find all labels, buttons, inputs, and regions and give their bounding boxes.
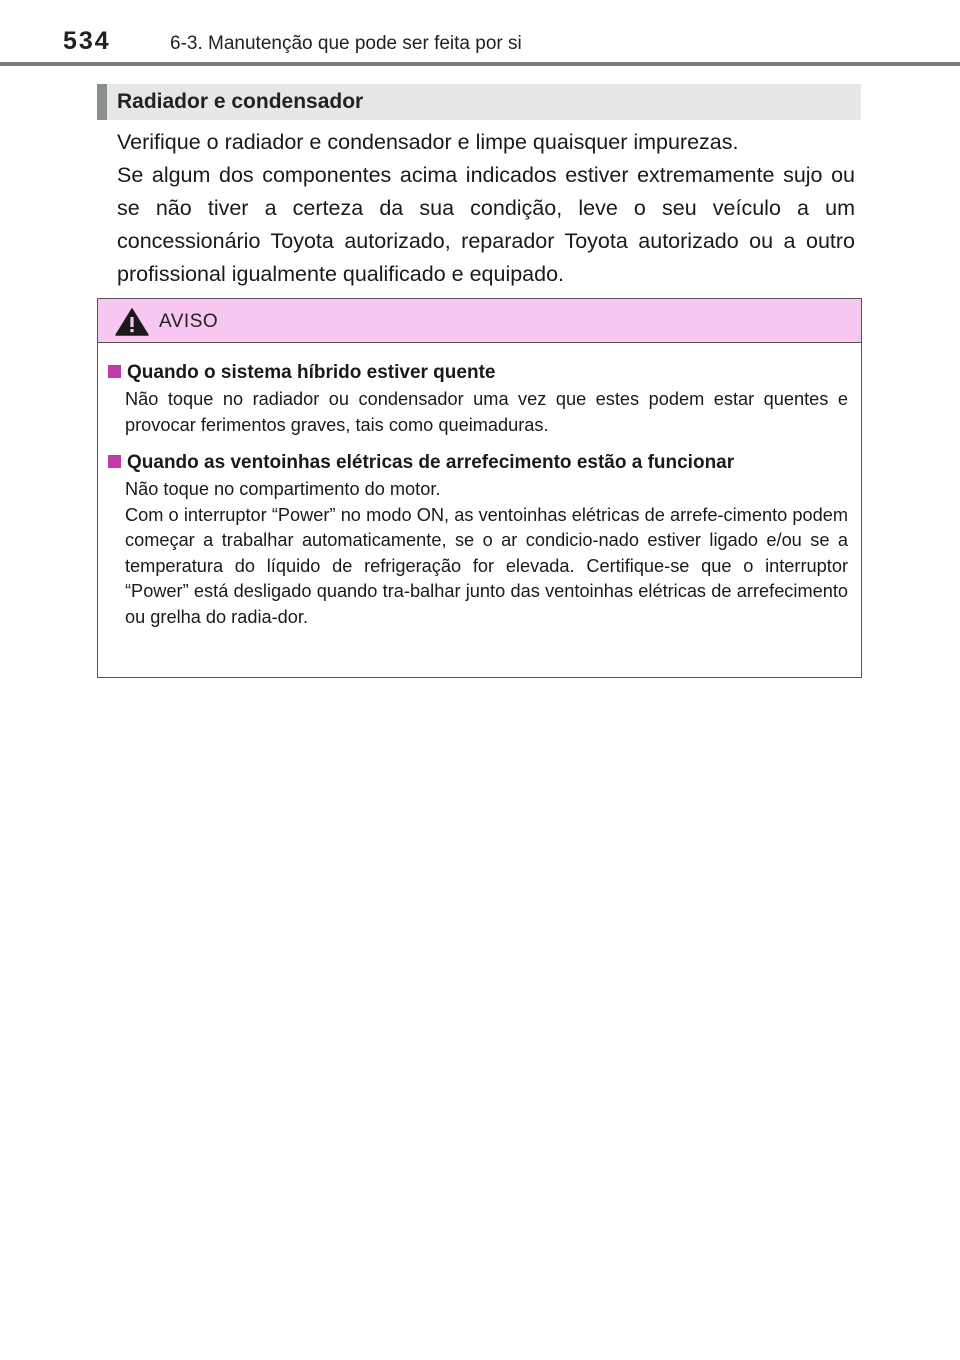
warning-item-text: Com o interruptor “Power” no modo ON, as ventoinhas elétricas de arrefe-cimento podem começar a trabalhar automaticamente, se o ar condicio-nado estiver ligado e/ou se a temperatura do líquido de refrigeração for elevada. Certifique-se que o interruptor “Power” está desligado quando tra-balhar junto das ventoinhas elétricas de arrefecimento ou grelha do radia-dor. <box>125 504 848 627</box>
page-number: 534 <box>63 27 111 55</box>
square-bullet-icon <box>108 365 121 378</box>
section-heading-text: Radiador e condensador <box>117 90 364 113</box>
square-bullet-icon <box>108 455 121 468</box>
section-heading <box>97 84 861 120</box>
warning-item-title: Quando o sistema híbrido estiver quente <box>108 359 848 387</box>
section-body <box>117 126 855 291</box>
page-header <box>0 0 960 64</box>
warning-triangle-icon <box>115 308 149 336</box>
warning-header <box>98 299 861 343</box>
warning-box <box>97 298 862 678</box>
warning-item <box>108 449 848 630</box>
header-rule <box>0 62 960 66</box>
warning-item-text: Não toque no compartimento do motor. <box>125 479 441 499</box>
header-section-title: 6-3. Manutenção que pode ser feita por si <box>170 33 522 54</box>
body-paragraph: Verifique o radiador e condensador e limpe quaisquer impurezas. <box>117 130 739 154</box>
warning-item-title: Quando as ventoinhas elétricas de arrefecimento estão a funcionar <box>108 449 848 477</box>
warning-item <box>108 359 848 438</box>
body-paragraph: Se algum dos componentes acima indicados estiver extremamente sujo ou se não tiver a certeza da sua condição, leve o seu veículo a um concessionário Toyota autorizado, reparador Toyota autorizado ou a outro profissional igualmente qualificado e equipado. <box>117 163 855 286</box>
warning-item-text: Não toque no radiador ou condensador uma vez que estes podem estar quentes e provocar ferimentos graves, tais como queimaduras. <box>125 389 848 435</box>
warning-label: AVISO <box>159 311 219 332</box>
warning-content <box>108 359 848 641</box>
